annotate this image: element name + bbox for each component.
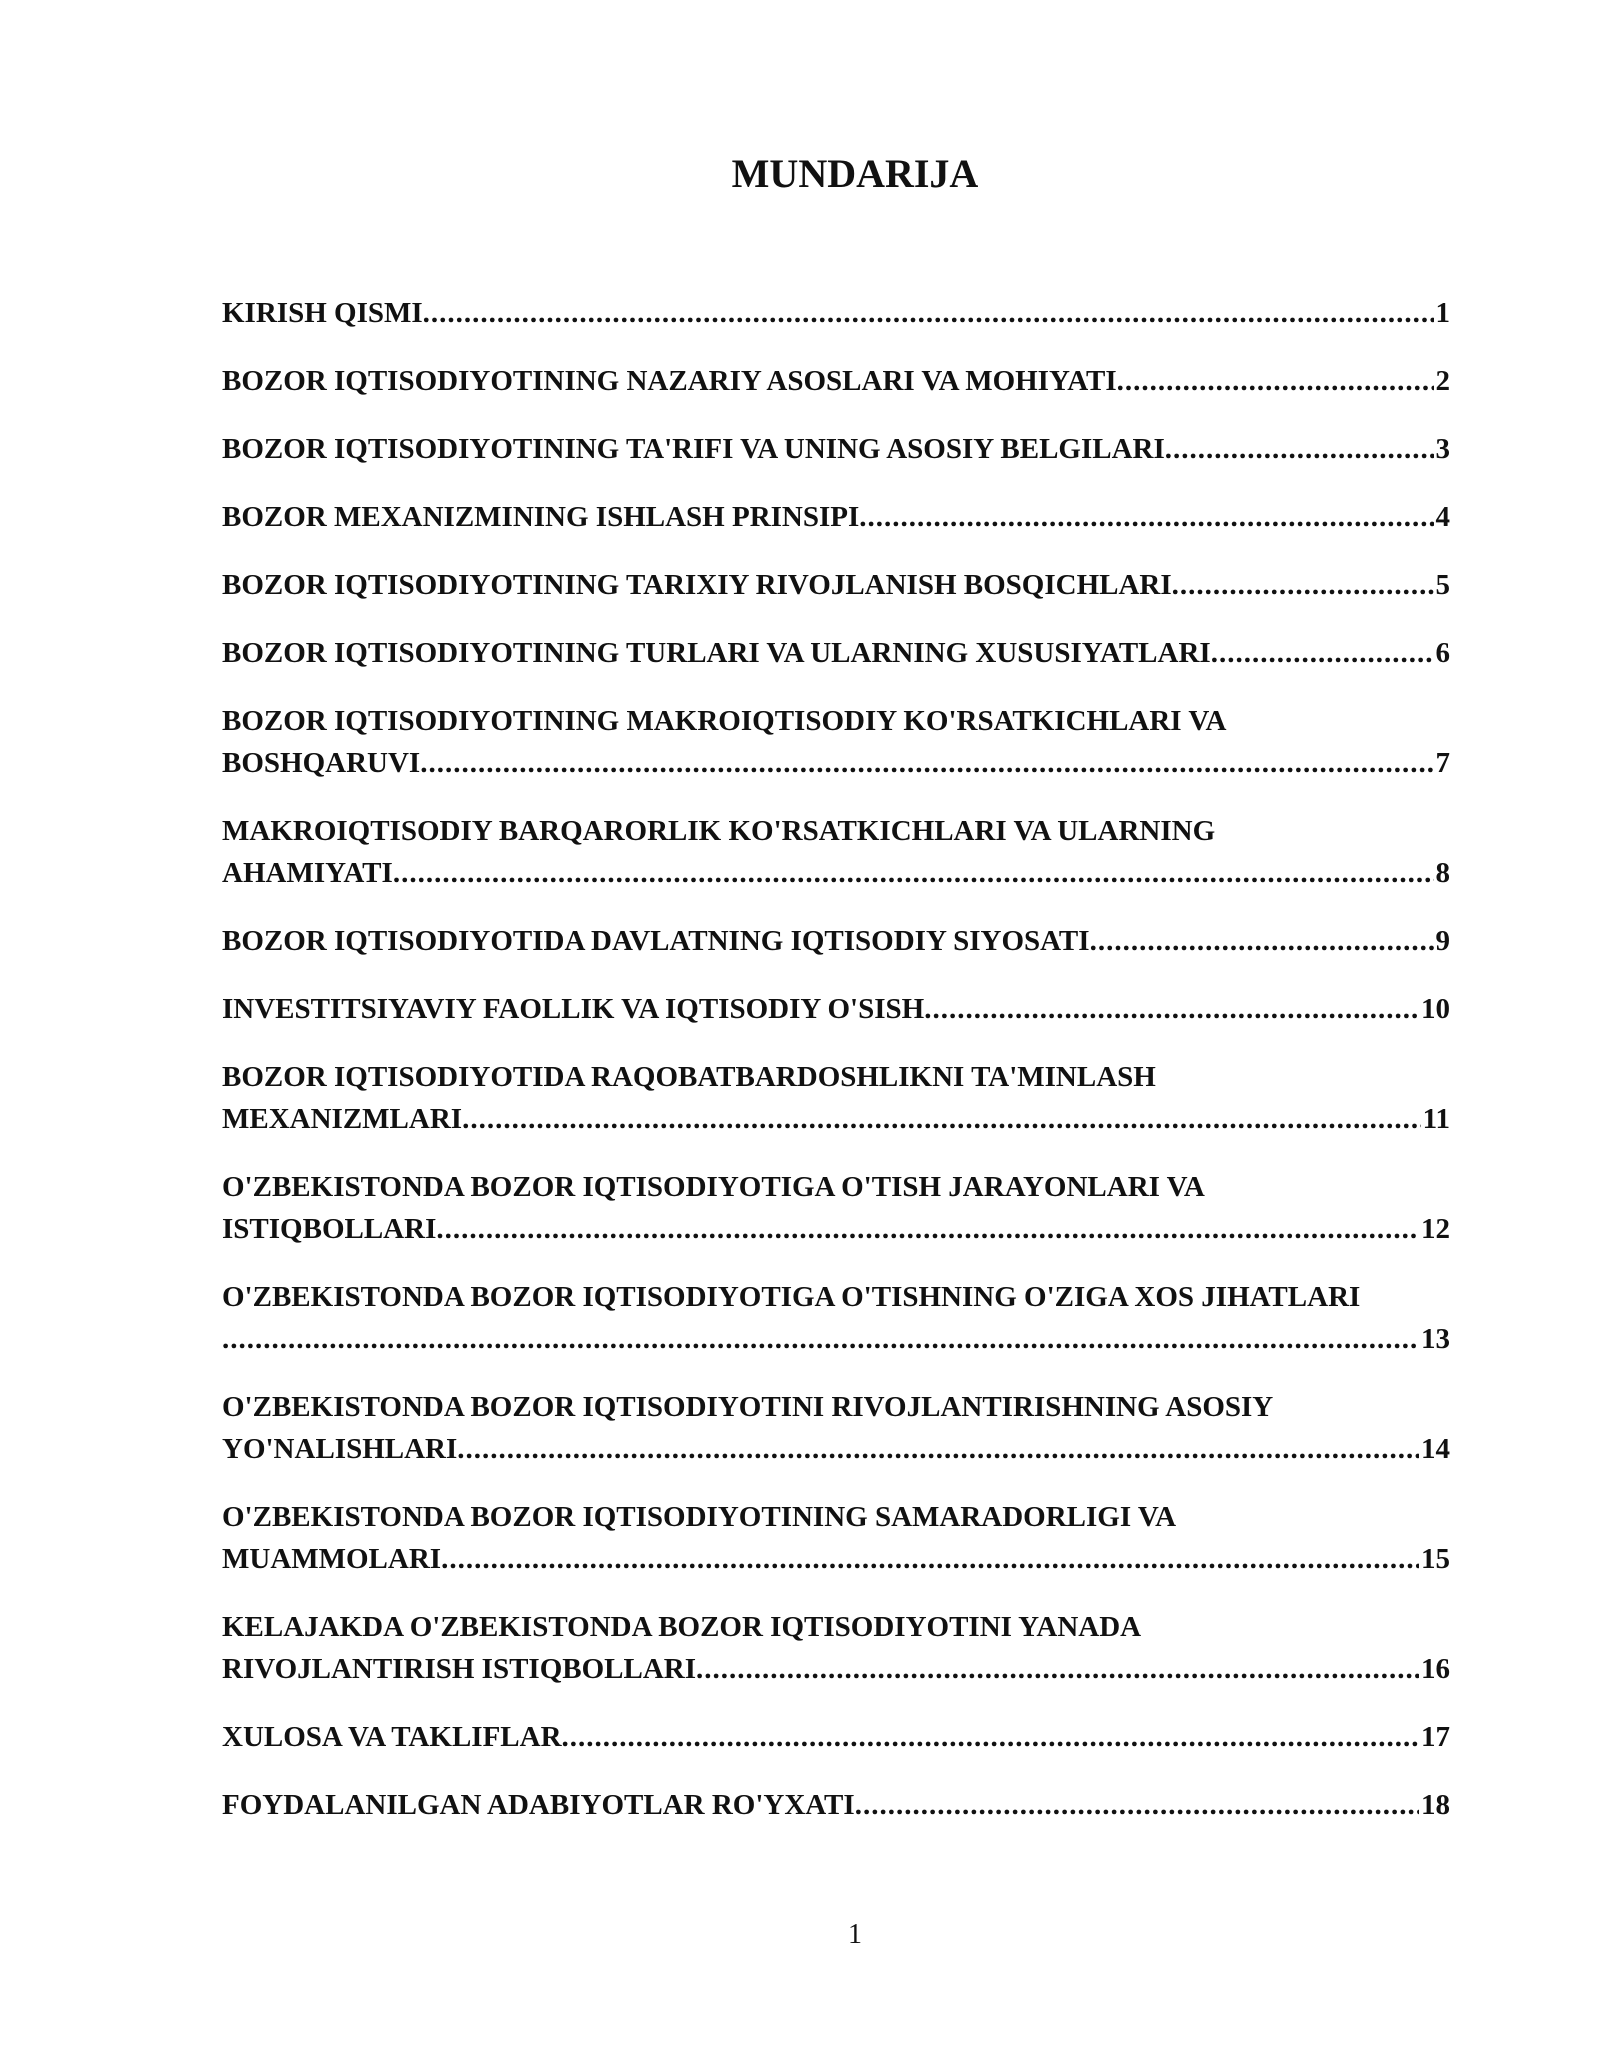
dot-leader: [855, 1784, 1419, 1826]
toc-entry-line: [222, 742, 1450, 784]
toc-entry-title: BOZOR IQTISODIYOTINING TARIXIY RIVOJLANISH BOSQICHLARI: [222, 569, 1172, 601]
dot-leader: [696, 1648, 1419, 1690]
toc-entry-title: BOZOR IQTISODIYOTINING TA'RIFI VA UNING ASOSIY BELGILARI: [222, 433, 1165, 465]
toc-entry-line: [222, 1208, 1450, 1250]
toc-entry[interactable]: [222, 1386, 1450, 1470]
toc-entry-title: BOZOR IQTISODIYOTIDA RAQOBATBARDOSHLIKNI TA'MINLASH: [222, 1061, 1156, 1093]
toc-page-number: 11: [1422, 1103, 1450, 1135]
toc-entry-title: AHAMIYATI: [222, 857, 393, 889]
toc-entry-line: [222, 632, 1450, 674]
toc-entry-title: BOZOR IQTISODIYOTIDA DAVLATNING IQTISODIY SIYOSATI: [222, 925, 1090, 957]
page-number: 1: [848, 1919, 862, 1950]
dot-leader: [1165, 428, 1434, 470]
toc-entry[interactable]: [222, 1496, 1450, 1580]
toc-entry[interactable]: [222, 1056, 1450, 1140]
toc-entry[interactable]: [222, 292, 1450, 334]
toc-entry-title: RIVOJLANTIRISH ISTIQBOLLARI: [222, 1653, 697, 1685]
toc-entry[interactable]: [222, 1606, 1450, 1690]
toc-entry-line: [222, 988, 1450, 1030]
toc-entry[interactable]: [222, 360, 1450, 402]
toc-page-number: 4: [1435, 501, 1450, 533]
toc-page-number: 17: [1421, 1721, 1450, 1753]
toc-entry-title: BOZOR IQTISODIYOTINING TURLARI VA ULARNING XUSUSIYATLARI: [222, 637, 1211, 669]
toc-entry[interactable]: [222, 920, 1450, 962]
toc-entry-line: [222, 496, 1450, 538]
toc-entry-line: [222, 564, 1450, 606]
dot-leader: [441, 1538, 1419, 1580]
dot-leader: [423, 292, 1434, 334]
dot-leader: [420, 742, 1433, 784]
dot-leader: [457, 1428, 1419, 1470]
toc-page-number: 9: [1435, 925, 1450, 957]
toc-page-number: 1: [1435, 297, 1450, 329]
toc-entry-title: ISTIQBOLLARI: [222, 1213, 437, 1245]
toc-entry[interactable]: [222, 632, 1450, 674]
toc-page-number: 5: [1435, 569, 1450, 601]
toc-entry-title: O'ZBEKISTONDA BOZOR IQTISODIYOTIGA O'TISHNING O'ZIGA XOS JIHATLARI: [222, 1281, 1361, 1313]
toc-entry-line: [222, 428, 1450, 470]
toc-entry[interactable]: [222, 428, 1450, 470]
toc-entry-title: O'ZBEKISTONDA BOZOR IQTISODIYOTINI RIVOJLANTIRISHNING ASOSIY: [222, 1391, 1274, 1423]
toc-entry[interactable]: [222, 810, 1450, 894]
dot-leader: [222, 1318, 1419, 1360]
toc-entry-line: [222, 1648, 1450, 1690]
toc-entry[interactable]: [222, 1784, 1450, 1826]
toc-entry-line: [222, 360, 1450, 402]
toc-page-number: 15: [1421, 1543, 1450, 1575]
dot-leader: [436, 1208, 1419, 1250]
toc-entry-line: [222, 1716, 1450, 1758]
toc-entry[interactable]: [222, 700, 1450, 784]
table-of-contents: [222, 292, 1450, 1852]
toc-entry-title: FOYDALANILGAN ADABIYOTLAR RO'YXATI: [222, 1789, 855, 1821]
toc-page-number: 12: [1421, 1213, 1450, 1245]
dot-leader: [1172, 564, 1434, 606]
dot-leader: [859, 496, 1433, 538]
toc-entry-line: [222, 1538, 1450, 1580]
dot-leader: [1090, 920, 1434, 962]
toc-entry[interactable]: [222, 1166, 1450, 1250]
toc-entry-title: O'ZBEKISTONDA BOZOR IQTISODIYOTIGA O'TISH JARAYONLARI VA: [222, 1171, 1205, 1203]
toc-entry-title: BOZOR MEXANIZMINING ISHLASH PRINSIPI: [222, 501, 860, 533]
toc-entry[interactable]: [222, 1276, 1450, 1360]
toc-entry-title: XULOSA VA TAKLIFLAR: [222, 1721, 562, 1753]
toc-entry-line: [222, 1428, 1450, 1470]
toc-entry-title: YO'NALISHLARI: [222, 1433, 458, 1465]
dot-leader: [562, 1716, 1419, 1758]
toc-page-number: 18: [1421, 1789, 1450, 1821]
toc-entry-line: [222, 1098, 1450, 1140]
toc-entry-line: [222, 1318, 1450, 1360]
toc-entry[interactable]: [222, 988, 1450, 1030]
dot-leader: [924, 988, 1419, 1030]
dot-leader: [1117, 360, 1434, 402]
page-title: MUNDARIJA: [731, 151, 979, 196]
toc-page-number: 2: [1435, 365, 1450, 397]
toc-entry-title: MAKROIQTISODIY BARQARORLIK KO'RSATKICHLARI VA ULARNING: [222, 815, 1216, 847]
toc-page-number: 6: [1435, 637, 1450, 669]
toc-page-number: 3: [1435, 433, 1450, 465]
toc-entry-title: MEXANIZMLARI: [222, 1103, 463, 1135]
toc-entry-title: MUAMMOLARI: [222, 1543, 442, 1575]
toc-page-number: 13: [1421, 1323, 1450, 1355]
toc-page-number: 7: [1435, 747, 1450, 779]
toc-entry-line: [222, 852, 1450, 894]
toc-entry-title: KELAJAKDA O'ZBEKISTONDA BOZOR IQTISODIYOTINI YANADA: [222, 1611, 1142, 1643]
toc-page-number: 10: [1421, 993, 1450, 1025]
dot-leader: [462, 1098, 1421, 1140]
dot-leader: [393, 852, 1434, 894]
toc-entry-title: BOZOR IQTISODIYOTINING NAZARIY ASOSLARI VA MOHIYATI: [222, 365, 1117, 397]
dot-leader: [1211, 632, 1434, 674]
toc-page-number: 8: [1435, 857, 1450, 889]
toc-page-number: 14: [1421, 1433, 1450, 1465]
toc-entry[interactable]: [222, 564, 1450, 606]
toc-entry[interactable]: [222, 496, 1450, 538]
toc-entry-title: O'ZBEKISTONDA BOZOR IQTISODIYOTINING SAMARADORLIGI VA: [222, 1501, 1177, 1533]
toc-page-number: 16: [1421, 1653, 1450, 1685]
toc-entry[interactable]: [222, 1716, 1450, 1758]
toc-entry-line: [222, 1784, 1450, 1826]
toc-entry-line: [222, 920, 1450, 962]
toc-entry-title: BOSHQARUVI: [222, 747, 421, 779]
toc-entry-title: INVESTITSIYAVIY FAOLLIK VA IQTISODIY O'SISH: [222, 993, 925, 1025]
toc-entry-title: KIRISH QISMI: [222, 297, 423, 329]
toc-entry-line: [222, 292, 1450, 334]
toc-entry-title: BOZOR IQTISODIYOTINING MAKROIQTISODIY KO'RSATKICHLARI VA: [222, 705, 1227, 737]
